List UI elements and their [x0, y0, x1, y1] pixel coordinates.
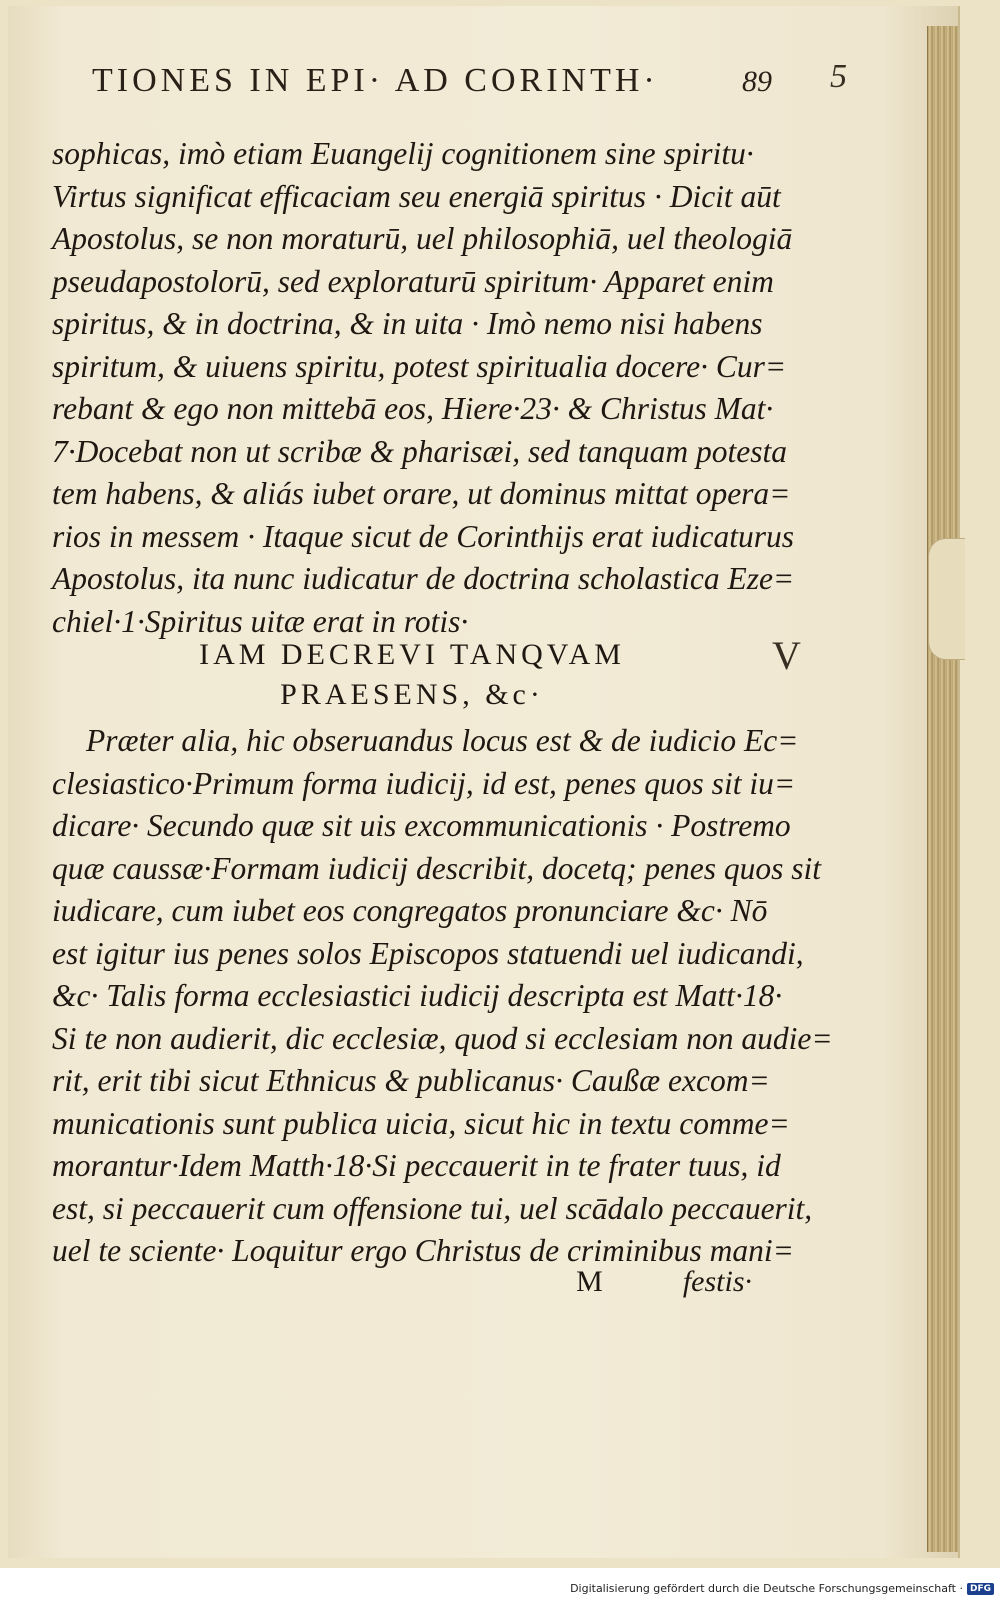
text-line: Apostolus, ita nunc iudicatur de doctrina scholastica Eze=: [52, 561, 795, 596]
text-line: rebant & ego non mittebā eos, Hiere·23· & Christus Mat·: [52, 391, 774, 426]
text-line: est, si peccauerit cum offensione tui, uel scādalo peccauerit,: [52, 1190, 813, 1226]
section-letter-mark: V: [772, 633, 801, 678]
text-line: Apostolus, se non moraturū, uel philosophiā, uel theologiā: [52, 221, 793, 256]
credit-text: Digitalisierung gefördert durch die Deutsche Forschungsgemeinschaft ·: [570, 1582, 963, 1595]
text-line: 7·Docebat non ut scribæ & pharisæi, sed tanquam potesta: [52, 433, 787, 469]
text-line: rios in messem · Itaque sicut de Corinthijs erat iudicaturus: [52, 518, 794, 554]
signature-mark: M: [576, 1265, 603, 1298]
text-line: clesiastico·Primum forma iudicij, id est, penes quos sit iu=: [52, 765, 796, 801]
text-line: spiritus, & in doctrina, & in uita · Imò nemo nisi habens: [52, 306, 763, 341]
running-title: TIONES IN EPI· AD CORINTH·: [92, 62, 659, 99]
text-line: uel te sciente· Loquitur ergo Christus de criminibus mani=: [52, 1233, 794, 1268]
text-line: morantur·Idem Matth·18·Si peccauerit in te frater tuus, id: [52, 1148, 781, 1183]
text-line: iudicare, cum iubet eos congregatos pronunciare &c· Nō: [52, 893, 768, 928]
text-line: chiel·1·Spiritus uitæ erat in rotis·: [52, 603, 469, 639]
section-heading-line-1: IAM DECREVI TANQVAM: [199, 638, 625, 671]
text-line: Præter alia, hic obseruandus locus est & de iudicio Ec=: [86, 723, 799, 758]
bookmark-tab: [928, 538, 965, 660]
page-edges: [927, 26, 958, 1552]
section-heading-line-2: PRAESENS, &c·: [280, 678, 544, 711]
text-line: est igitur ius penes solos Episcopos statuendi uel iudicandi,: [52, 935, 804, 971]
text-line: sophicas, imò etiam Euangelij cognitionem sine spiritu·: [52, 136, 754, 171]
text-line: Virtus significat efficaciam seu energiā spiritus · Dicit aūt: [52, 178, 781, 214]
body-text-block-2: [52, 720, 833, 1273]
dfg-logo-icon: DFG: [967, 1583, 994, 1595]
text-line: Si te non audierit, dic ecclesiæ, quod si ecclesiam non audie=: [52, 1020, 833, 1056]
page-footer: [52, 1265, 752, 1299]
catchword: festis·: [682, 1265, 752, 1298]
text-line: quæ caussæ·Formam iudicij describit, docetq; penes quos sit: [52, 850, 822, 886]
text-line: tem habens, & aliás iubet orare, ut dominus mittat opera=: [52, 476, 791, 511]
text-line: pseudapostolorū, sed exploraturū spiritum· Apparet enim: [52, 263, 774, 299]
text-line: dicare· Secundo quæ sit uis excommunicationis · Postremo: [52, 808, 791, 843]
folio-number: 89: [742, 65, 772, 98]
digitization-credit: [570, 1582, 994, 1595]
text-line: municationis sunt publica uicia, sicut hic in textu comme=: [52, 1105, 790, 1141]
text-line: &c· Talis forma ecclesiastici iudicij descripta est Matt·18·: [52, 978, 783, 1013]
text-line: rit, erit tibi sicut Ethnicus & publicanus· Caußæ excom=: [52, 1063, 770, 1098]
page-header: [92, 62, 772, 100]
margin-mark-top: 5: [830, 58, 847, 95]
text-line: spiritum, & uiuens spiritu, potest spiritualia docere· Cur=: [52, 348, 787, 384]
body-text-block-1: [52, 133, 795, 643]
